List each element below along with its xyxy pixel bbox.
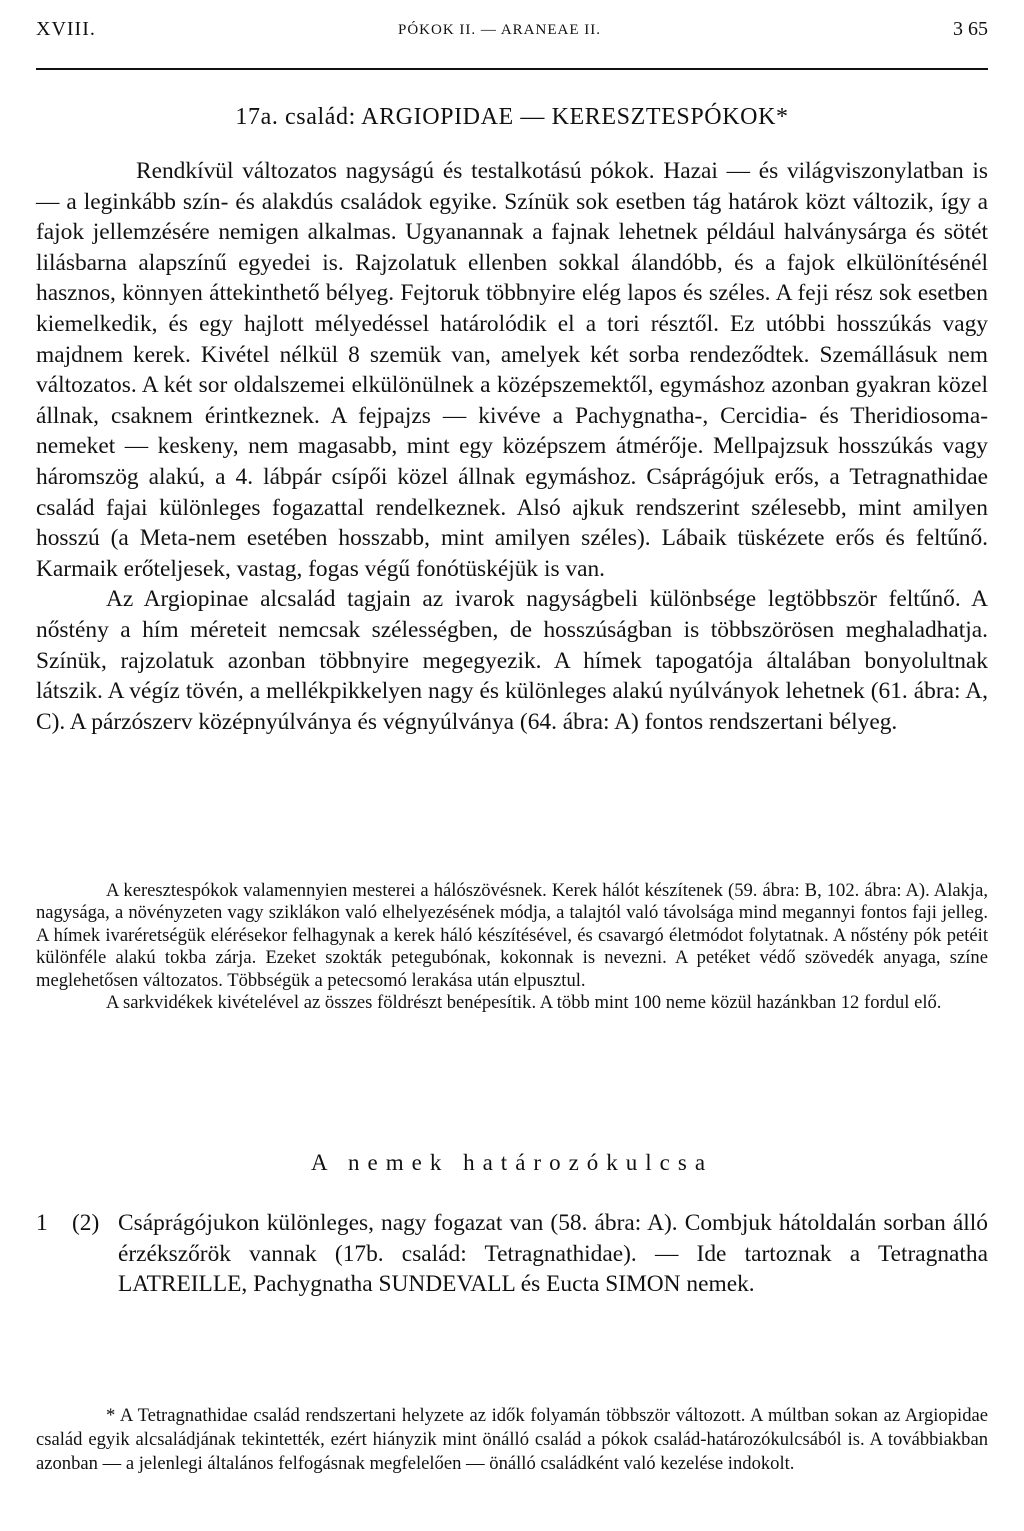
key-entry [36,1208,988,1300]
key-entry-ref: (2) [72,1210,100,1236]
note-2: A sarkvidékek kivételével az összes földrészt benépesítik. A több mint 100 neme közül hazánkban 12 fordul elő. [106,992,942,1014]
footnote-text: * A Tetragnathidae család rendszertani helyzete az idők folyamán többször változott. A múltban sokan az Argiopidae család egyik alcsaládjának tekintették, ezért hiányzik mint önálló család a pókok család-határozókulcsából is. A továbbiakban azonban — a jelenlegi általános felfogásnak megfelelően — önálló családként való kezelése indokolt. [36,1405,988,1474]
paragraph-2: Az Argiopinae alcsalád tagjain az ivarok nagyságbeli különbsége legtöbbször feltűnő. A nőstény a hím méreteit nemcsak szélességben, de hosszúságban is többszörösen meghaladhatja. Színük, rajzolatuk azonban többnyire megegyezik. A hímek tapogatója általában bonyolultnak látszik. A végíz tövén, a mellékpikkelyen nagy és különleges alakú nyúlványok lehetnek (61. ábra: A, C). A párzószerv középnyúlványa és végnyúlványa (64. ábra: A) fontos rendszertani bélyeg. [36,586,988,735]
running-title: PÓKOK II. — ARANEAE II. [398,22,601,38]
key-heading: A nemek határozókulcsa [310,1150,714,1175]
key-entry-text: Csáprágójukon különleges, nagy fogazat van (58. ábra: A). Combjuk hátoldalán sorban álló érzékszőrök vannak (17b. család: Tetragnathidae). — Ide tartoznak a Tetragnatha LATREILLE, Pachygnatha SUNDEVALL és Eucta SIMON nemek. [118,1210,988,1298]
header-rule [36,68,988,70]
chapter-number: XVIII. [36,18,96,40]
family-title: 17a. család: ARGIOPIDAE — KERESZTESPÓKOK* [235,104,789,130]
key-entry-number: 1 [36,1210,48,1236]
running-header [36,18,988,58]
description-text [36,156,988,737]
notes-text [36,880,988,1014]
note-1: A keresztespókok valamennyien mesterei a hálószövésnek. Kerek hálót készítenek (59. ábra: B, 102. ábra: A). Alakja, nagysága, a növényzeten vagy sziklákon való elhelyezésének módja, a talajtól való távolsága mind megannyi fontos faji jelleg. A hímek ivaréretségük elérésekor felhagynak a kerek háló készítésével, és csavargó életmódot folytatnak. A nőstény pók petéit különféle alakú tokba zárja. Ezeket szokták petegubónak, kokonnak is nevezni. A petéket védő szövedék anyaga, színe meglehetősen változatos. Többségük a petecsomó lerakása után elpusztul. [36,880,988,991]
page-number: 3 65 [953,18,988,40]
paragraph-1: Rendkívül változatos nagyságú és testalkotású pókok. Hazai — és világviszonylatban is — a leginkább szín- és alakdús családok egyike. Színük sok esetben tág határok közt változik, így a fajok jellemzésére nemigen alkalmas. Ugyanannak a fajnak lehetnek például halványsárga és sötét lilásbarna alapszínű egyedei is. Rajzolatuk ellenben sokkal álandóbb, és a fajok elkülönítésénél hasznos, könnyen áttekinthető bélyeg. Fejtoruk többnyire elég lapos és széles. A feji rész sok esetben kiemelkedik, és egy hajlott mélyedéssel határolódik el a tori résztől. Ez utóbbi hosszúkás vagy majdnem kerek. Kivétel nélkül 8 szemük van, amelyek két sorba rendeződtek. Szemállásuk nem változatos. A két sor oldalszemei elkülönülnek a középszemektől, egymáshoz azonban gyakran közel állnak, csaknem érintkeznek. A fejpajzs — kivéve a Pachygnatha-, Cercidia- és Theridiosoma-nemeket — keskeny, nem magasabb, mint egy középszem átmérője. Mellpajzsuk hosszúkás vagy háromszög alakú, a 4. lábpár csípői közel állnak egymáshoz. Csáprágójuk erős, a Tetragnathidae család fajai különleges fogazattal rendelkeznek. Alsó ajkuk rendszerint szélesebb, mint amilyen hosszú (a Meta-nem esetében hosszabb, mint amilyen széles). Lábaik tüskézete erős és feltűnő. Karmaik erőteljesek, vastag, fogas végű fonótüskéjük is van. [36,158,988,582]
footnote [36,1404,988,1476]
